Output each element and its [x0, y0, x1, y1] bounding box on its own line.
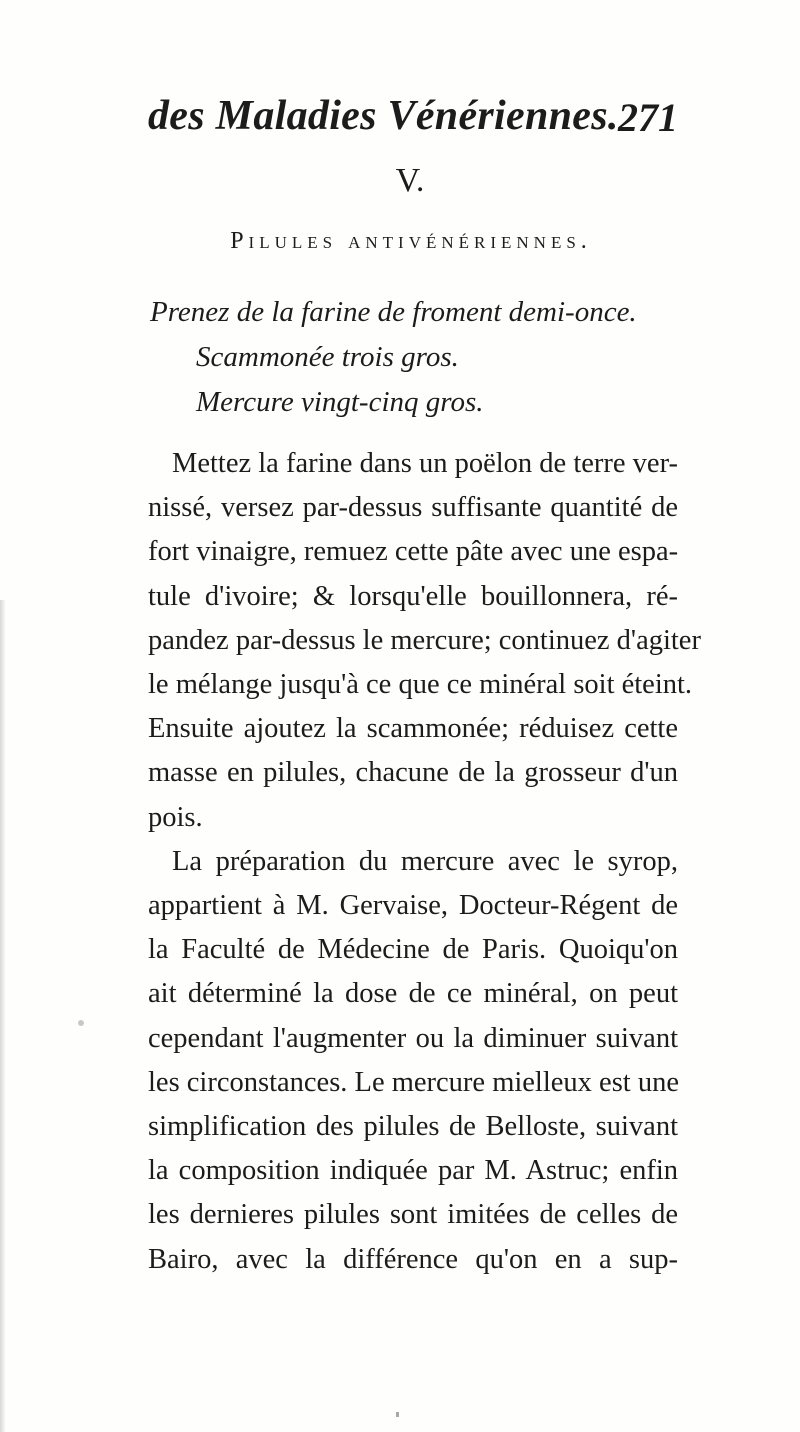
section-number: V.	[395, 162, 425, 199]
text-line: masse en pilules, chacune de la grosseur d'un	[148, 757, 678, 789]
text-line: pois.	[148, 801, 203, 833]
text-line: cependant l'augmenter ou la diminuer suivant	[148, 1022, 678, 1054]
text-line: les dernieres pilules sont imitées de celles de	[148, 1199, 678, 1231]
text-line: appartient à M. Gervaise, Docteur-Régent de	[148, 890, 678, 922]
body-text	[148, 442, 701, 1282]
text-line: les circonstances. Le mercure mielleux est une	[148, 1066, 679, 1098]
text-line: la composition indiquée par M. Astruc; enfin	[148, 1155, 678, 1187]
paper-smudge	[78, 1020, 84, 1026]
running-title: des Maladies Vénériennes.	[148, 93, 619, 139]
recipe-line: Scammonée trois gros.	[196, 341, 459, 373]
text-line: La préparation du mercure avec le syrop,	[172, 845, 678, 877]
text-line: ait déterminé la dose de ce minéral, on peut	[148, 978, 678, 1010]
text-line: simplification des pilules de Belloste, suivant	[148, 1111, 678, 1143]
page-number: 271	[618, 95, 678, 140]
text-line: Bairo, avec la différence qu'on en a sup-	[148, 1243, 678, 1275]
text-line: tule d'ivoire; & lorsqu'elle bouillonnera, ré-	[148, 580, 678, 612]
text-line: Ensuite ajoutez la scammonée; réduisez cette	[148, 713, 678, 745]
recipe-line: Prenez de la farine de froment demi-once.	[150, 296, 637, 328]
text-line: la Faculté de Médecine de Paris. Quoiqu'on	[148, 934, 678, 966]
text-line: fort vinaigre, remuez cette pâte avec une espa-	[148, 536, 679, 568]
margin-mark	[396, 1412, 399, 1417]
page-edge-shadow	[0, 600, 6, 1432]
recipe-line: Mercure vingt-cinq gros.	[196, 386, 484, 418]
text-line: pandez par-dessus le mercure; continuez d'agiter	[148, 624, 701, 656]
text-line: Mettez la farine dans un poëlon de terre ver-	[172, 448, 678, 479]
text-line: nissé, versez par-dessus suffisante quantité de	[148, 492, 678, 524]
recipe-block	[150, 290, 710, 425]
text-line: le mélange jusqu'à ce que ce minéral soit éteint.	[148, 669, 693, 701]
page-header	[148, 92, 678, 152]
section-title: Pilules antivénériennes.	[230, 228, 592, 254]
